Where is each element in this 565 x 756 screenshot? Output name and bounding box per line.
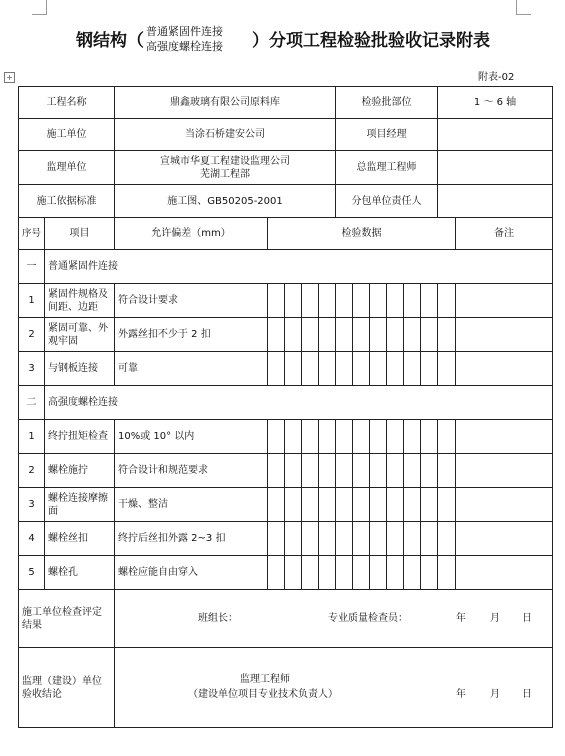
data-cell[interactable] — [370, 454, 387, 488]
data-cell[interactable] — [268, 522, 285, 556]
col-tolerance-header: 允许偏差（mm） — [115, 218, 268, 250]
supervisor-result-cell[interactable] — [115, 648, 553, 728]
data-cell[interactable] — [302, 420, 319, 454]
row-no: 1 — [19, 420, 45, 454]
attachment-number: 附表-02 — [478, 72, 515, 83]
table-row — [19, 454, 553, 488]
row-no: 2 — [19, 318, 45, 352]
data-cell[interactable] — [353, 556, 370, 590]
remark-cell[interactable] — [456, 420, 553, 454]
data-cell[interactable] — [319, 556, 336, 590]
constructor-value[interactable]: 当涂石桥建安公司 — [115, 119, 336, 151]
date-day: 日 — [522, 612, 532, 624]
data-cell[interactable] — [387, 284, 404, 318]
col-data-header: 检验数据 — [268, 218, 456, 250]
row-item: 螺栓连接摩擦面 — [45, 488, 115, 522]
data-cell[interactable] — [268, 284, 285, 318]
supervisor-note: （建设单位项目专业技术负责人） — [188, 688, 338, 700]
project-name-value[interactable]: 鼎鑫玻璃有限公司原料库 — [115, 87, 336, 119]
data-cell[interactable] — [302, 284, 319, 318]
data-cell[interactable] — [421, 318, 438, 352]
data-cell[interactable] — [421, 352, 438, 386]
constructor-label: 施工单位 — [19, 119, 115, 151]
data-cell[interactable] — [404, 352, 421, 386]
data-cell[interactable] — [421, 522, 438, 556]
batch-value[interactable]: 1 ～ 6 轴 — [438, 87, 553, 119]
row-item: 紧固可靠、外观牢固 — [45, 318, 115, 352]
row-tolerance: 符合设计和规范要求 — [115, 454, 268, 488]
data-cell[interactable] — [285, 318, 302, 352]
data-cell[interactable] — [353, 352, 370, 386]
pm-label: 项目经理 — [336, 119, 438, 151]
data-cell[interactable] — [319, 420, 336, 454]
row-tolerance: 干燥、整洁 — [115, 488, 268, 522]
data-cell[interactable] — [268, 352, 285, 386]
supervisor-value[interactable] — [115, 151, 336, 185]
data-cell[interactable] — [302, 352, 319, 386]
title-part2: ）分项工程检验批验收记录附表 — [252, 31, 490, 51]
data-cell[interactable] — [268, 420, 285, 454]
data-cell[interactable] — [421, 454, 438, 488]
data-cell[interactable] — [404, 454, 421, 488]
title-subtypes — [146, 24, 223, 54]
data-cell[interactable] — [438, 488, 456, 522]
table-row — [19, 420, 553, 454]
data-cell[interactable] — [404, 522, 421, 556]
section-1-index: 一 — [19, 250, 45, 284]
supervisor-line2: 芜湖工程部 — [200, 168, 251, 180]
data-cell[interactable] — [336, 454, 353, 488]
table-move-handle-icon[interactable]: + — [4, 72, 15, 83]
col-remark-header: 备注 — [456, 218, 553, 250]
sup-date-day: 日 — [522, 688, 532, 700]
data-cell[interactable] — [285, 352, 302, 386]
supervisor-result-label: 监理（建设）单位验收结论 — [19, 648, 115, 728]
data-cell[interactable] — [319, 318, 336, 352]
data-cell[interactable] — [404, 420, 421, 454]
data-cell[interactable] — [302, 318, 319, 352]
data-cell[interactable] — [302, 488, 319, 522]
title-subtype-2: 高强度螺栓连接 — [146, 40, 223, 53]
row-no: 1 — [19, 284, 45, 318]
date-month: 月 — [490, 612, 500, 624]
data-cell[interactable] — [336, 318, 353, 352]
data-cell[interactable] — [370, 284, 387, 318]
data-cell[interactable] — [421, 284, 438, 318]
row-tolerance: 可靠 — [115, 352, 268, 386]
data-cell[interactable] — [285, 488, 302, 522]
data-cell[interactable] — [302, 454, 319, 488]
data-cell[interactable] — [370, 522, 387, 556]
table-row — [19, 318, 553, 352]
remark-cell[interactable] — [456, 522, 553, 556]
data-cell[interactable] — [285, 556, 302, 590]
title-part1: 钢结构（ — [76, 31, 144, 51]
data-cell[interactable] — [438, 318, 456, 352]
remark-cell[interactable] — [456, 284, 553, 318]
data-cell[interactable] — [370, 352, 387, 386]
data-cell[interactable] — [370, 420, 387, 454]
row-item: 螺栓孔 — [45, 556, 115, 590]
batch-label: 检验批部位 — [336, 87, 438, 119]
chief-value[interactable] — [438, 151, 553, 185]
supervisor-line1: 宣城市华夏工程建设监理公司 — [160, 155, 291, 167]
section-2-index: 二 — [19, 386, 45, 420]
supervisor-engineer-label: 监理工程师 — [240, 673, 290, 685]
constructor-result-cell[interactable] — [115, 590, 553, 648]
data-cell[interactable] — [370, 488, 387, 522]
data-cell[interactable] — [319, 522, 336, 556]
data-cell[interactable] — [387, 488, 404, 522]
team-leader-label: 班组长： — [198, 612, 238, 624]
table-row — [19, 556, 553, 590]
data-cell[interactable] — [268, 318, 285, 352]
data-cell[interactable] — [336, 352, 353, 386]
data-cell[interactable] — [421, 488, 438, 522]
sup-date-month: 月 — [490, 688, 500, 700]
remark-cell[interactable] — [456, 488, 553, 522]
data-cell[interactable] — [404, 284, 421, 318]
table-row — [19, 522, 553, 556]
table-row — [19, 352, 553, 386]
col-item-header: 项目 — [45, 218, 115, 250]
data-cell[interactable] — [319, 454, 336, 488]
inspector-label: 专业质量检查员： — [328, 612, 408, 624]
data-cell[interactable] — [336, 522, 353, 556]
row-item: 与钢板连接 — [45, 352, 115, 386]
data-cell[interactable] — [438, 522, 456, 556]
data-cell[interactable] — [302, 556, 319, 590]
row-tolerance: 符合设计要求 — [115, 284, 268, 318]
data-cell[interactable] — [387, 318, 404, 352]
data-cell[interactable] — [319, 488, 336, 522]
title-subtype-1: 普通紧固件连接 — [146, 25, 223, 38]
remark-cell[interactable] — [456, 454, 553, 488]
row-item: 终拧扭矩检查 — [45, 420, 115, 454]
data-cell[interactable] — [285, 284, 302, 318]
data-cell[interactable] — [438, 284, 456, 318]
standard-label: 施工依据标准 — [19, 185, 115, 218]
date-year: 年 — [456, 612, 466, 624]
data-cell[interactable] — [268, 556, 285, 590]
data-cell[interactable] — [353, 522, 370, 556]
inspection-table — [18, 86, 553, 728]
data-cell[interactable] — [353, 454, 370, 488]
row-tolerance: 终拧后丝扣外露 2~3 扣 — [115, 522, 268, 556]
chief-label: 总监理工程师 — [336, 151, 438, 185]
data-cell[interactable] — [404, 488, 421, 522]
data-cell[interactable] — [353, 318, 370, 352]
data-cell[interactable] — [438, 352, 456, 386]
data-cell[interactable] — [336, 284, 353, 318]
data-cell[interactable] — [404, 318, 421, 352]
data-cell[interactable] — [319, 352, 336, 386]
data-cell[interactable] — [285, 420, 302, 454]
standard-value[interactable]: 施工图、GB50205-2001 — [115, 185, 336, 218]
row-tolerance: 外露丝扣不少于 2 扣 — [115, 318, 268, 352]
col-no-header: 序号 — [19, 218, 45, 250]
data-cell[interactable] — [370, 556, 387, 590]
section-2-title: 高强度螺栓连接 — [45, 386, 553, 420]
data-cell[interactable] — [421, 420, 438, 454]
data-cell[interactable] — [336, 420, 353, 454]
data-cell[interactable] — [438, 454, 456, 488]
row-tolerance: 10%或 10° 以内 — [115, 420, 268, 454]
table-row — [19, 488, 553, 522]
data-cell[interactable] — [319, 284, 336, 318]
crop-mark-top-right — [516, 0, 531, 15]
data-cell[interactable] — [268, 454, 285, 488]
remark-cell[interactable] — [456, 318, 553, 352]
sub-label: 分包单位责任人 — [336, 185, 438, 218]
row-no: 2 — [19, 454, 45, 488]
data-cell[interactable] — [438, 420, 456, 454]
data-cell[interactable] — [387, 522, 404, 556]
data-cell[interactable] — [336, 556, 353, 590]
constructor-result-label: 施工单位检查评定结果 — [19, 590, 115, 648]
data-cell[interactable] — [404, 556, 421, 590]
data-cell[interactable] — [302, 522, 319, 556]
data-cell[interactable] — [387, 454, 404, 488]
sub-value[interactable] — [438, 185, 553, 218]
data-cell[interactable] — [421, 556, 438, 590]
remark-cell[interactable] — [456, 556, 553, 590]
row-no: 3 — [19, 488, 45, 522]
data-cell[interactable] — [370, 318, 387, 352]
data-cell[interactable] — [438, 556, 456, 590]
sup-date-year: 年 — [456, 688, 466, 700]
data-cell[interactable] — [336, 488, 353, 522]
data-cell[interactable] — [353, 284, 370, 318]
data-cell[interactable] — [387, 556, 404, 590]
row-no: 4 — [19, 522, 45, 556]
row-item: 螺栓施拧 — [45, 454, 115, 488]
data-cell[interactable] — [387, 420, 404, 454]
remark-cell[interactable] — [456, 352, 553, 386]
data-cell[interactable] — [353, 420, 370, 454]
project-name-label: 工程名称 — [19, 87, 115, 119]
pm-value[interactable] — [438, 119, 553, 151]
section-1-title: 普通紧固件连接 — [45, 250, 553, 284]
row-tolerance: 螺栓应能自由穿入 — [115, 556, 268, 590]
data-cell[interactable] — [285, 522, 302, 556]
data-cell[interactable] — [353, 488, 370, 522]
row-item: 螺栓丝扣 — [45, 522, 115, 556]
row-no: 5 — [19, 556, 45, 590]
crop-mark-top-left — [32, 0, 47, 15]
data-cell[interactable] — [285, 454, 302, 488]
row-item: 紧固件规格及间距、边距 — [45, 284, 115, 318]
row-no: 3 — [19, 352, 45, 386]
supervisor-label: 监理单位 — [19, 151, 115, 185]
data-cell[interactable] — [268, 488, 285, 522]
data-cell[interactable] — [387, 352, 404, 386]
table-row — [19, 284, 553, 318]
